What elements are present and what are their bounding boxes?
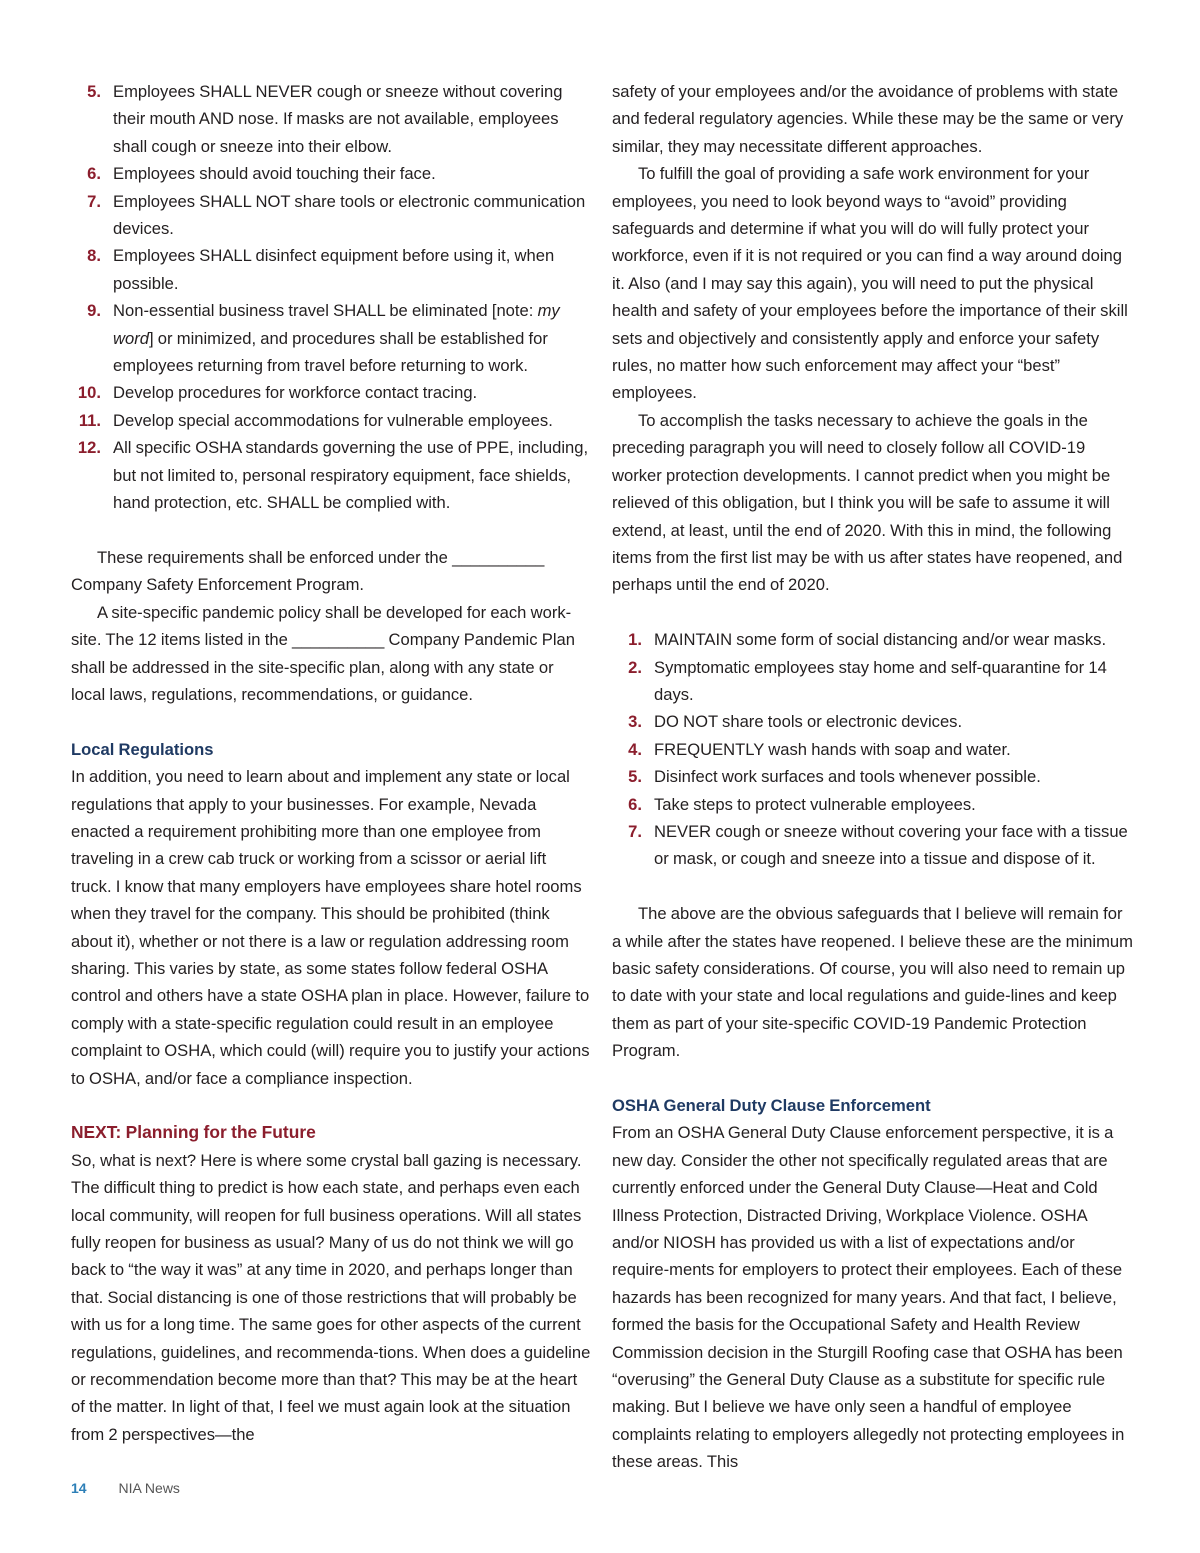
paragraph-local-regulations: In addition, you need to learn about and implement any state or local regulations that apply to your businesses. For example, Nevada enacted a requirement prohibiting more than one employee from traveling in a crew cab truck or working from a scissor or aerial lift truck. I know that many employers have employees share hotel rooms when they travel for the company. This should be prohibited (think about it), whether or not there is a law or regulation addressing room sharing. This varies by state, as some states follow federal OSHA control and others have a state OSHA plan in place. However, failure to comply with a state-specific regulation could result in an employee complaint to OSHA, which could (will) require you to justify your actions to OSHA, and/or face a compliance inspection. xyxy=(71,767,590,1088)
page-number: 14 xyxy=(71,1480,87,1496)
list-item: 2. Symptomatic employees stay home and self-quarantine for 14 days. xyxy=(628,657,1107,704)
list-item: 6. Employees should avoid touching their face. xyxy=(87,164,436,184)
list-item: 7. Employees SHALL NOT share tools or electronic communication devices. xyxy=(87,191,586,239)
paragraph-site-specific: A site-specific pandemic policy shall be developed for each work-site. The 12 items listed in the __________ Company Pandemic Plan shall be addressed in the site-specific plan, along with any state or local laws, regulations, recommendations, or guidance. xyxy=(71,602,575,704)
list-item: 10. Develop procedures for workforce contact tracing. xyxy=(77,383,478,403)
list-item: 11. Develop special accommodations for vulnerable employees. xyxy=(78,410,553,430)
page-footer xyxy=(71,1478,180,1498)
list-item: 4. FREQUENTLY wash hands with soap and water. xyxy=(628,739,1011,759)
list-item: 9. Non-essential business travel SHALL be eliminated [note: my word] or minimized, and procedures shall be established for employees returning from travel before returning to work. xyxy=(87,301,560,376)
heading-general-duty-clause: OSHA General Duty Clause Enforcement xyxy=(612,1095,931,1115)
heading-local-regulations: Local Regulations xyxy=(71,739,214,759)
paragraph-enforced: These requirements shall be enforced under the __________ Company Safety Enforcement Program. xyxy=(71,547,545,595)
paragraph-continued: safety of your employees and/or the avoidance of problems with state and federal regulatory agencies. While these may be the same or very similar, they may necessitate different approaches. xyxy=(612,82,1124,156)
list-item: 3. DO NOT share tools or electronic devices. xyxy=(628,712,963,732)
paragraph-fulfill-goal: To fulfill the goal of providing a safe work environment for your employees, you need to look beyond ways to “avoid” providing safeguards and determine if what you will do will fully protect your workforce, even if it is not required or you can find a way around doing it. Also (and I may say this again), you will need to put the physical health and safety of your employees before the importance of their skill sets and objectively and consistently apply and enforce your safety rules, no matter how such enforcement may affect your “best” employees. xyxy=(612,164,1128,403)
list-item: 12. All specific OSHA standards governing the use of PPE, including, but not limited to, personal respiratory equipment, face shields, hand protection, etc. SHALL be complied with. xyxy=(77,438,589,513)
list-item: 1. MAINTAIN some form of social distancing and/or wear masks. xyxy=(628,630,1107,650)
list-item: 5. Disinfect work surfaces and tools whenever possible. xyxy=(628,767,1041,787)
requirements-list xyxy=(71,78,591,517)
safeguards-list xyxy=(612,626,1134,873)
heading-planning-future: NEXT: Planning for the Future xyxy=(71,1122,316,1143)
paragraph-accomplish: To accomplish the tasks necessary to achieve the goals in the preceding paragraph you will need to closely follow all COVID-19 worker protection developments. I cannot predict when you might be relieved of this obligation, but I think you will be safe to assume it will extend, at least, until the end of 2020. With this in mind, the following items from the first list may be with us after states have reopened, and perhaps until the end of 2020. xyxy=(612,410,1123,595)
paragraph-planning-future: So, what is next? Here is where some crystal ball gazing is necessary. The difficult thing to predict is how each state, and perhaps even each local community, will reopen for full business operations. Will all states fully reopen for business as usual? Many of us do not think we will go back to “the way it was” at any time in 2020, and perhaps longer than that. Social distancing is one of those restrictions that will probably be with us for a long time. The same goes for other aspects of the current regulations, guidelines, and recommenda-tions. When does a guideline or recommendation become more than that? This may be at the heart of the matter. In light of that, I feel we must again look at the situation from 2 perspectives—the xyxy=(71,1150,591,1444)
right-column xyxy=(612,78,1134,1476)
paragraph-obvious-safeguards: The above are the obvious safeguards that I believe will remain for a while after the states have reopened. I believe these are the minimum basic safety considerations. Of course, you will also need to remain up to date with your state and local regulations and guide-lines and keep them as part of your site-specific COVID-19 Pandemic Protection Program. xyxy=(612,904,1133,1061)
list-item: 6. Take steps to protect vulnerable employees. xyxy=(628,794,976,814)
list-item: 7. NEVER cough or sneeze without covering your face with a tissue or mask, or cough and sneeze into a tissue and dispose of it. xyxy=(628,821,1128,869)
left-column xyxy=(71,78,591,1448)
list-item: 8. Employees SHALL disinfect equipment before using it, when possible. xyxy=(87,246,555,293)
list-item: 5. Employees SHALL NEVER cough or sneeze without covering their mouth AND nose. If masks are not available, employees shall cough or sneeze into their elbow. xyxy=(87,82,563,156)
paragraph-general-duty-clause: From an OSHA General Duty Clause enforcement perspective, it is a new day. Consider the other not specifically regulated areas that are currently enforced under the General Duty Clause—Heat and Cold Illness Protection, Distracted Driving, Workplace Violence. OSHA and/or NIOSH has provided us with a list of expectations and/or require-ments for employers to protect their employees. Each of these hazards has been recognized for many years. And that fact, I believe, formed the basis for the Occupational Safety and Health Review Commission decision in the Sturgill Roofing case that OSHA has been “overusing” the General Duty Clause as a substitute for specific rule making. But I believe we have only seen a handful of employee complaints relating to employers allegedly not protecting employees in these areas. This xyxy=(612,1123,1125,1472)
publication-name: NIA News xyxy=(118,1480,180,1496)
